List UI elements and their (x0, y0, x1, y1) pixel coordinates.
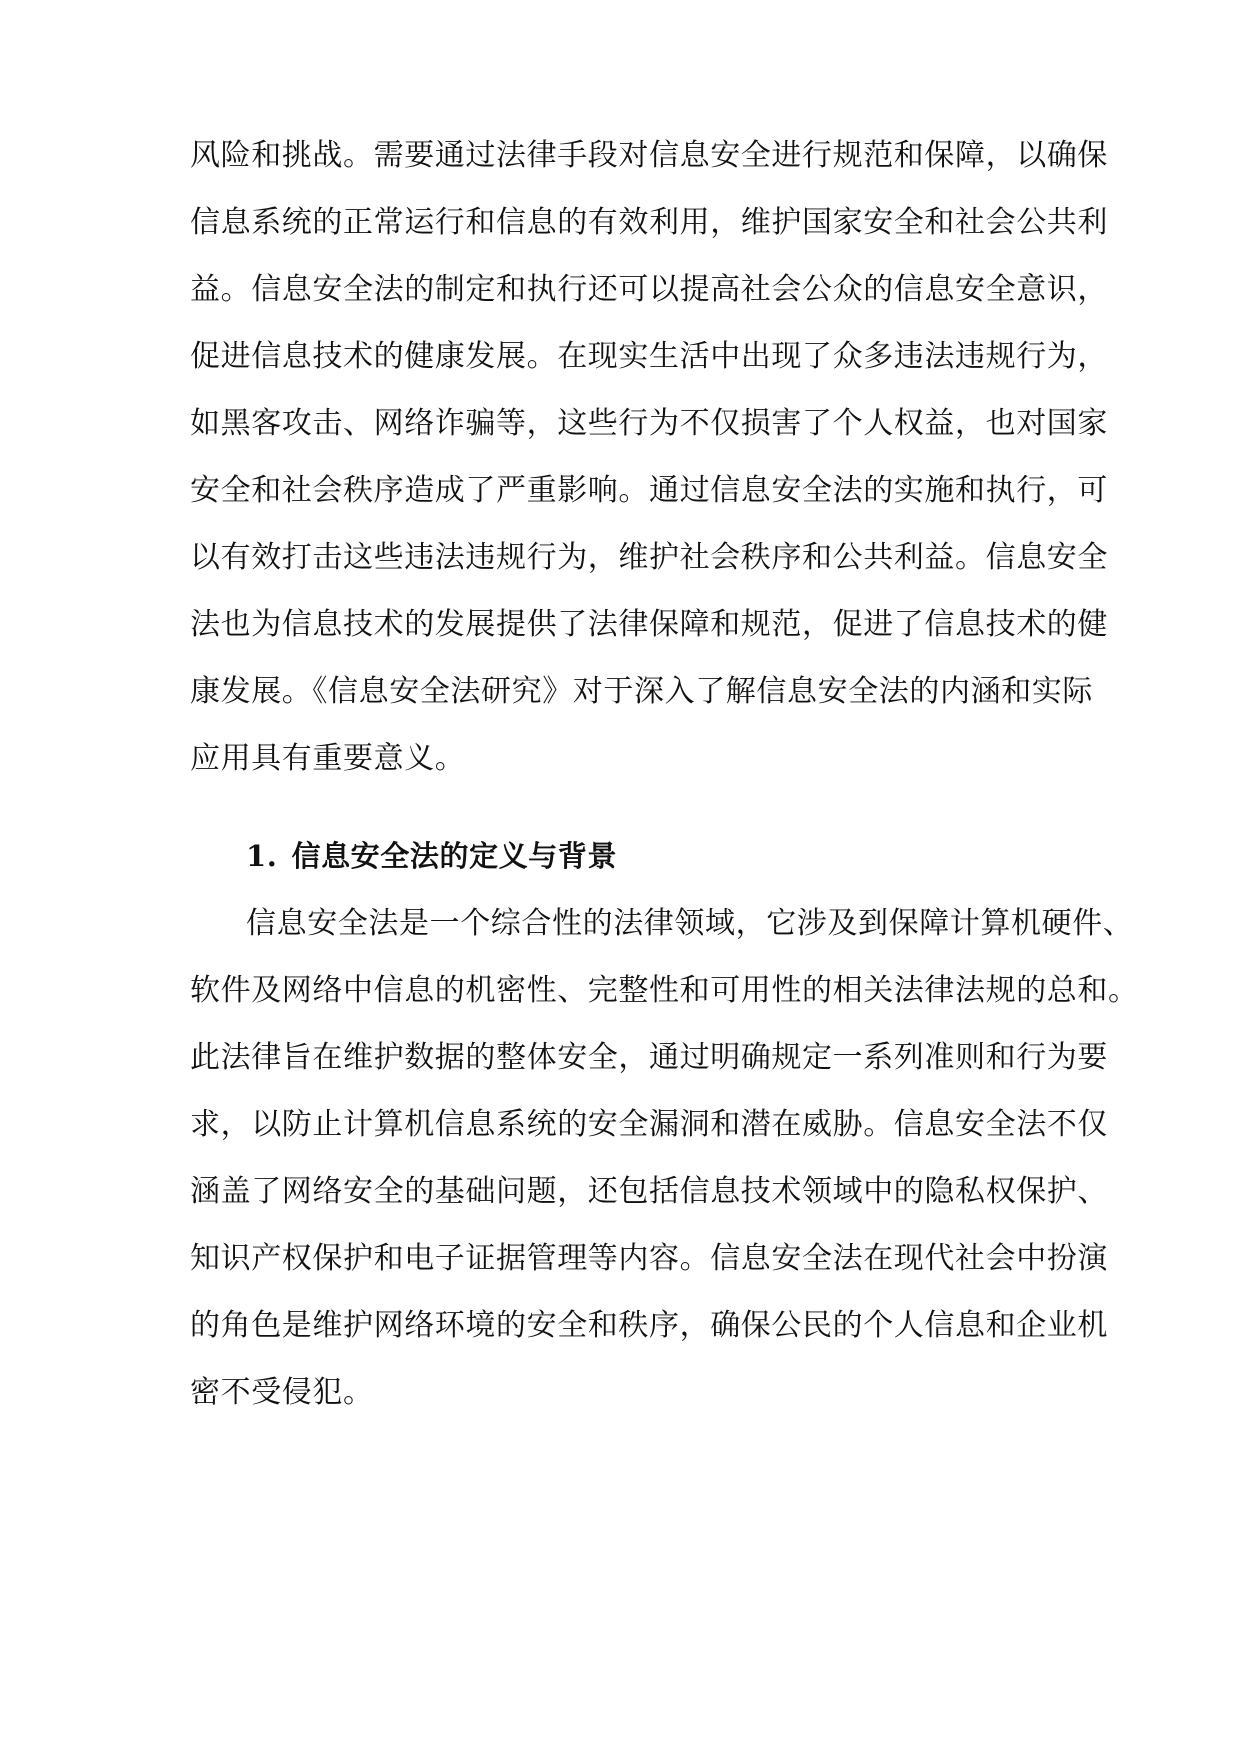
paragraph-line: 软件及网络中信息的机密性、完整性和可用性的相关法律法规的总和。 (190, 973, 1139, 1008)
paragraph-line: 此法律旨在维护数据的整体安全，通过明确规定一系列准则和行为要 (190, 1040, 1108, 1075)
paragraph-line: 如黑客攻击、网络诈骗等，这些行为不仅损害了个人权益，也对国家 (190, 406, 1108, 441)
paragraph-line: 法也为信息技术的发展提供了法律保障和规范，促进了信息技术的健 (190, 607, 1108, 642)
paragraph-line: 益。信息安全法的制定和执行还可以提高社会公众的信息安全意识， (190, 272, 1108, 307)
paragraph-line: 应用具有重要意义。 (190, 741, 466, 776)
paragraph-line: 风险和挑战。需要通过法律手段对信息安全进行规范和保障，以确保 (190, 138, 1108, 173)
paragraph-line: 求，以防止计算机信息系统的安全漏洞和潜在威胁。信息安全法不仅 (190, 1107, 1108, 1142)
paragraph-line: 康发展。《信息安全法研究》对于深入了解信息安全法的内涵和实际 (190, 674, 1093, 709)
paragraph-line: 促进信息技术的健康发展。在现实生活中出现了众多违法违规行为， (190, 339, 1108, 374)
paragraph-line: 安全和社会秩序造成了严重影响。通过信息安全法的实施和执行，可 (190, 473, 1108, 508)
paragraph-line: 密不受侵犯。 (190, 1375, 374, 1410)
paragraph-line: 的角色是维护网络环境的安全和秩序，确保公民的个人信息和企业机 (190, 1308, 1108, 1343)
paragraph-line: 信息系统的正常运行和信息的有效利用，维护国家安全和社会公共利 (190, 205, 1108, 240)
paragraph-line: 信息安全法是一个综合性的法律领域，它涉及到保障计算机硬件、 (246, 906, 1134, 941)
section-title: 信息安全法的定义与背景 (291, 839, 618, 873)
paragraph-line: 知识产权保护和电子证据管理等内容。信息安全法在现代社会中扮演 (190, 1241, 1108, 1276)
paragraph-line: 涵盖了网络安全的基础问题，还包括信息技术领域中的隐私权保护、 (190, 1174, 1108, 1209)
section-number: 1. (246, 839, 278, 873)
section-heading (246, 836, 946, 876)
paragraph-line: 以有效打击这些违法违规行为，维护社会秩序和公共利益。信息安全 (190, 540, 1108, 575)
